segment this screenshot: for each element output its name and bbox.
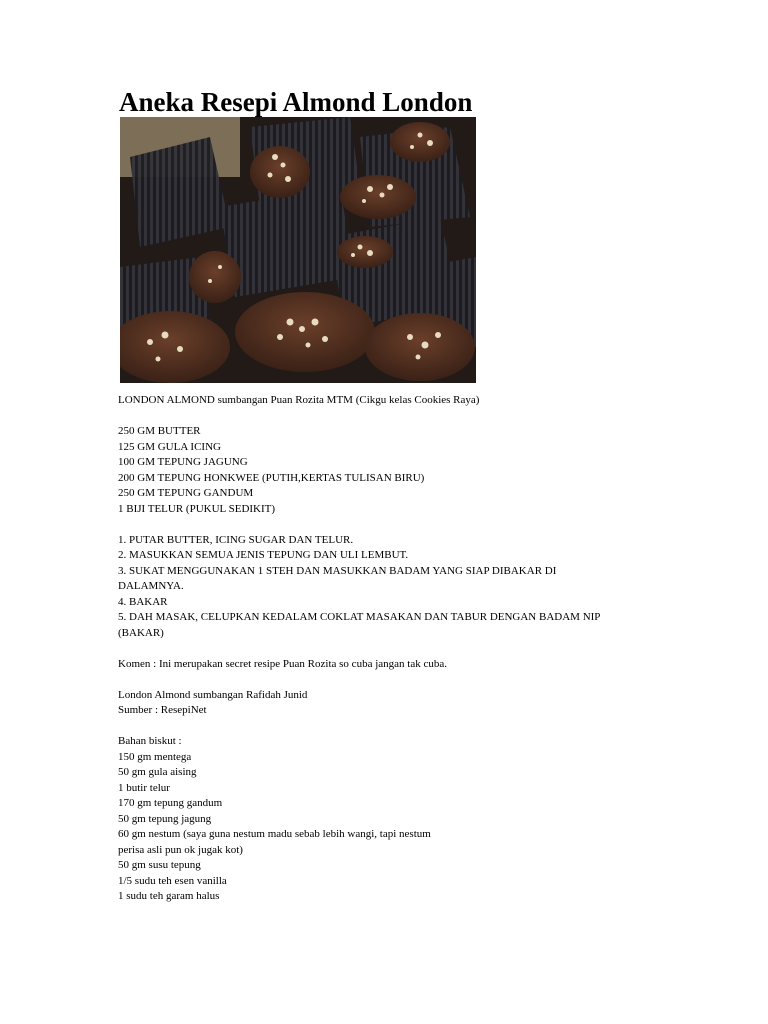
recipe-photo: [120, 117, 476, 383]
chocolate-cookies-image: [120, 117, 476, 383]
recipe-body: [118, 393, 648, 905]
text-line: 200 GM TEPUNG HONKWEE (PUTIH,KERTAS TULISAN BIRU): [118, 471, 425, 484]
blank-line: [118, 409, 648, 425]
text-line: 250 GM TEPUNG GANDUM: [118, 487, 254, 499]
text-line: 2. MASUKKAN SEMUA JENIS TEPUNG DAN ULI LEMBUT.: [118, 549, 409, 561]
text-line: 1 BIJI TELUR (PUKUL SEDIKIT): [118, 502, 276, 515]
text-line: 125 GM GULA ICING: [118, 440, 221, 453]
text-line: 170 gm tepung gandum: [118, 797, 223, 809]
text-line: 1 butir telur: [118, 781, 170, 794]
text-line: Sumber : ResepiNet: [118, 704, 207, 716]
text-line: 4. BAKAR: [118, 595, 168, 608]
text-line: 5. DAH MASAK, CELUPKAN KEDALAM COKLAT MASAKAN DAN TABUR DENGAN BADAM NIP: [118, 611, 601, 623]
blank-line: [118, 641, 648, 657]
blank-line: [118, 517, 648, 533]
text-line: 250 GM BUTTER: [118, 425, 201, 437]
text-line: 1. PUTAR BUTTER, ICING SUGAR DAN TELUR.: [118, 533, 354, 546]
text-line: 50 gm susu tepung: [118, 859, 201, 871]
text-line: 3. SUKAT MENGGUNAKAN 1 STEH DAN MASUKKAN BADAM YANG SIAP DIBAKAR DI: [118, 564, 557, 577]
text-line: LONDON ALMOND sumbangan Puan Rozita MTM (Cikgu kelas Cookies Raya): [118, 394, 480, 406]
text-line: London Almond sumbangan Rafidah Junid: [118, 688, 308, 701]
blank-line: [118, 719, 648, 735]
text-line: (BAKAR): [118, 626, 164, 639]
text-line: Komen : Ini merupakan secret resipe Puan Rozita so cuba jangan tak cuba.: [118, 657, 447, 670]
text-line: 100 GM TEPUNG JAGUNG: [118, 456, 248, 468]
text-line: 150 gm mentega: [118, 750, 192, 763]
text-line: Bahan biskut :: [118, 735, 182, 747]
text-line: 50 gm gula aising: [118, 766, 197, 778]
text-line: DALAMNYA.: [118, 580, 184, 592]
text-line: 1 sudu teh garam halus: [118, 890, 220, 902]
text-line: 1/5 sudu teh esen vanilla: [118, 874, 227, 887]
text-line: perisa asli pun ok jugak kot): [118, 843, 243, 856]
text-line: 50 gm tepung jagung: [118, 812, 212, 825]
blank-line: [118, 672, 648, 688]
page-title: Aneka Resepi Almond London: [119, 87, 473, 117]
text-line: 60 gm nestum (saya guna nestum madu sebab lebih wangi, tapi nestum: [118, 828, 431, 840]
